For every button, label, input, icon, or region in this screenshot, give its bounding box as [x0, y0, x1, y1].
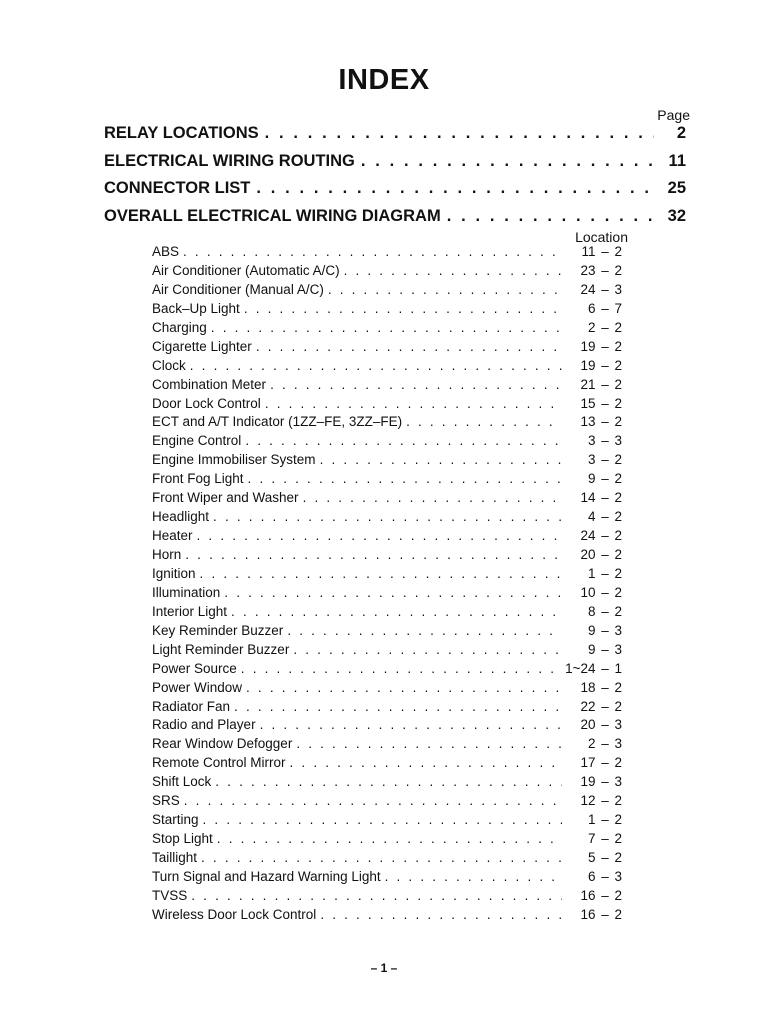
system-row[interactable] [152, 433, 622, 452]
dot-leader [184, 793, 562, 808]
dot-leader [190, 358, 562, 373]
main-section-row[interactable] [104, 152, 686, 180]
page-number-footer: – 1 – [370, 961, 398, 975]
dot-leader [215, 774, 562, 789]
main-section-label: OVERALL ELECTRICAL WIRING DIAGRAM [104, 206, 441, 225]
system-location: 5 – 2 [587, 850, 622, 865]
system-location: 17 – 2 [580, 755, 622, 771]
system-row[interactable] [152, 755, 622, 774]
system-row[interactable] [152, 339, 622, 358]
dot-leader [248, 471, 562, 486]
system-location: 3 – 3 [587, 433, 622, 449]
dot-leader [256, 179, 654, 198]
system-location: 16 – 2 [580, 887, 622, 903]
system-label: Clock [152, 357, 186, 373]
system-row[interactable] [152, 263, 622, 282]
system-location: 19 – 2 [580, 357, 622, 373]
system-location: 20 – 2 [580, 547, 622, 562]
system-location: 10 – 2 [580, 584, 622, 600]
dot-leader [303, 490, 562, 505]
dot-leader [265, 396, 562, 411]
dot-leader [203, 812, 562, 827]
system-location: 24 – 3 [580, 281, 622, 297]
dot-leader [328, 282, 562, 297]
main-section-page: 11 [668, 151, 686, 170]
system-label: Starting [152, 812, 199, 828]
system-row[interactable] [152, 414, 622, 433]
dot-leader [287, 623, 562, 638]
system-label: Headlight [152, 509, 210, 525]
dot-leader [256, 339, 562, 354]
dot-leader [344, 263, 562, 278]
system-row[interactable] [152, 736, 622, 755]
system-label: Rear Window Defogger [152, 736, 293, 752]
system-location: 12 – 2 [580, 793, 622, 809]
system-row[interactable] [152, 547, 622, 566]
main-section-label: RELAY LOCATIONS [104, 124, 259, 142]
system-label: Engine Immobiliser System [152, 452, 316, 468]
dot-leader [201, 850, 562, 865]
system-location: 8 – 2 [587, 603, 622, 619]
system-row[interactable] [152, 869, 622, 888]
system-row[interactable] [152, 509, 622, 528]
dot-leader [191, 888, 562, 903]
system-row[interactable] [152, 396, 622, 415]
system-location: 19 – 2 [580, 338, 622, 354]
system-label: Radiator Fan [152, 698, 231, 714]
system-location: 15 – 2 [580, 395, 622, 411]
system-row[interactable] [152, 471, 622, 490]
system-location: 1 – 2 [587, 565, 622, 581]
dot-leader [234, 699, 562, 714]
system-label: Ignition [152, 565, 196, 581]
system-row[interactable] [152, 888, 622, 907]
system-label: ECT and A/T Indicator (1ZZ–FE, 3ZZ–FE) [152, 414, 403, 430]
system-row[interactable] [152, 282, 622, 301]
system-location: 7 – 2 [587, 831, 622, 847]
dot-leader [290, 755, 562, 770]
system-row[interactable] [152, 831, 622, 850]
system-row[interactable] [152, 907, 622, 926]
dot-leader [185, 547, 562, 562]
dot-leader [385, 869, 562, 884]
system-label: Power Source [152, 660, 237, 676]
system-location: 14 – 2 [580, 490, 622, 506]
system-location: 9 – 3 [587, 641, 622, 657]
dot-leader [183, 244, 562, 259]
system-label: Charging [152, 319, 207, 335]
system-label: Front Fog Light [152, 471, 244, 487]
system-row[interactable] [152, 301, 622, 320]
system-label: Combination Meter [152, 376, 267, 392]
system-label: Remote Control Mirror [152, 755, 286, 771]
system-row[interactable] [152, 585, 622, 604]
system-location: 20 – 3 [580, 717, 622, 733]
system-label: SRS [152, 793, 180, 809]
dot-leader [265, 124, 654, 143]
dot-leader [447, 207, 654, 226]
system-label: Air Conditioner (Manual A/C) [152, 281, 324, 297]
dot-leader [197, 528, 562, 543]
dot-leader [211, 320, 562, 335]
system-location: 11 – 2 [581, 244, 622, 259]
location-column-label: Location [575, 229, 628, 245]
dot-leader [200, 566, 562, 581]
system-row[interactable] [152, 812, 622, 831]
system-location: 1~24 – 1 [565, 660, 622, 676]
dot-leader [406, 414, 562, 429]
system-label: Stop Light [152, 831, 213, 847]
dot-leader [361, 152, 654, 171]
system-row[interactable] [152, 793, 622, 812]
system-label: Interior Light [152, 603, 228, 619]
dot-leader [320, 907, 562, 922]
system-row[interactable] [152, 774, 622, 793]
system-location: 24 – 2 [580, 528, 622, 544]
system-label: Air Conditioner (Automatic A/C) [152, 262, 340, 278]
main-sections-list [104, 124, 686, 234]
system-row[interactable] [152, 642, 622, 661]
system-row[interactable] [152, 377, 622, 396]
system-label: Door Lock Control [152, 395, 261, 411]
system-location: 4 – 2 [587, 509, 622, 525]
system-row[interactable] [152, 566, 622, 585]
system-location: 3 – 2 [587, 452, 622, 468]
system-location: 16 – 2 [580, 906, 622, 922]
system-label: Heater [152, 528, 193, 544]
dot-leader [231, 604, 562, 619]
system-label: Wireless Door Lock Control [152, 906, 317, 922]
system-location: 9 – 3 [587, 622, 622, 638]
system-row[interactable] [152, 452, 622, 471]
main-section-label: ELECTRICAL WIRING ROUTING [104, 151, 355, 170]
system-row[interactable] [152, 528, 622, 547]
system-location: 2 – 2 [587, 319, 622, 335]
dot-leader [241, 661, 561, 676]
dot-leader [217, 831, 562, 846]
dot-leader [296, 736, 562, 751]
main-section-label: CONNECTOR LIST [104, 179, 251, 197]
system-location: 18 – 2 [580, 679, 622, 695]
dot-leader [270, 377, 562, 392]
page-title: INDEX [338, 64, 430, 96]
system-row[interactable] [152, 604, 622, 623]
system-label: Turn Signal and Hazard Warning Light [152, 868, 381, 884]
page-column-label: Page [657, 107, 690, 123]
system-row[interactable] [152, 358, 622, 377]
system-row[interactable] [152, 490, 622, 509]
system-label: Illumination [152, 584, 221, 600]
dot-leader [244, 301, 562, 316]
systems-list [152, 244, 622, 926]
system-row[interactable] [152, 717, 622, 736]
system-row[interactable] [152, 320, 622, 339]
main-section-row[interactable] [104, 124, 686, 152]
system-label: Back–Up Light [152, 300, 240, 316]
system-label: Power Window [152, 679, 243, 695]
system-row[interactable] [152, 623, 622, 642]
system-location: 22 – 2 [580, 698, 622, 714]
system-location: 9 – 2 [587, 471, 622, 487]
main-section-page: 2 [676, 124, 686, 142]
dot-leader [213, 509, 562, 524]
dot-leader [246, 680, 562, 695]
system-row[interactable] [152, 850, 622, 869]
system-location: 23 – 2 [580, 262, 622, 278]
system-location: 19 – 3 [580, 774, 622, 790]
system-label: Taillight [152, 850, 198, 865]
system-label: Cigarette Lighter [152, 338, 252, 354]
system-location: 6 – 3 [587, 868, 622, 884]
system-label: Key Reminder Buzzer [152, 622, 284, 638]
dot-leader [224, 585, 562, 600]
system-label: Radio and Player [152, 717, 256, 733]
dot-leader [245, 433, 562, 448]
main-section-row[interactable] [104, 179, 686, 207]
main-section-page: 32 [667, 206, 686, 225]
system-label: ABS [152, 244, 180, 259]
main-section-page: 25 [667, 179, 686, 197]
system-location: 21 – 2 [580, 376, 622, 392]
system-row[interactable] [152, 244, 622, 263]
system-label: Light Reminder Buzzer [152, 641, 290, 657]
system-label: Front Wiper and Washer [152, 490, 299, 506]
system-label: TVSS [152, 887, 188, 903]
dot-leader [260, 717, 562, 732]
system-row[interactable] [152, 699, 622, 718]
system-row[interactable] [152, 661, 622, 680]
system-location: 2 – 3 [587, 736, 622, 752]
system-location: 6 – 7 [587, 300, 622, 316]
system-label: Horn [152, 547, 182, 562]
system-location: 1 – 2 [587, 812, 622, 828]
dot-leader [293, 642, 562, 657]
dot-leader [320, 452, 562, 467]
system-label: Engine Control [152, 433, 242, 449]
system-location: 13 – 2 [580, 414, 622, 430]
system-row[interactable] [152, 680, 622, 699]
system-label: Shift Lock [152, 774, 212, 790]
